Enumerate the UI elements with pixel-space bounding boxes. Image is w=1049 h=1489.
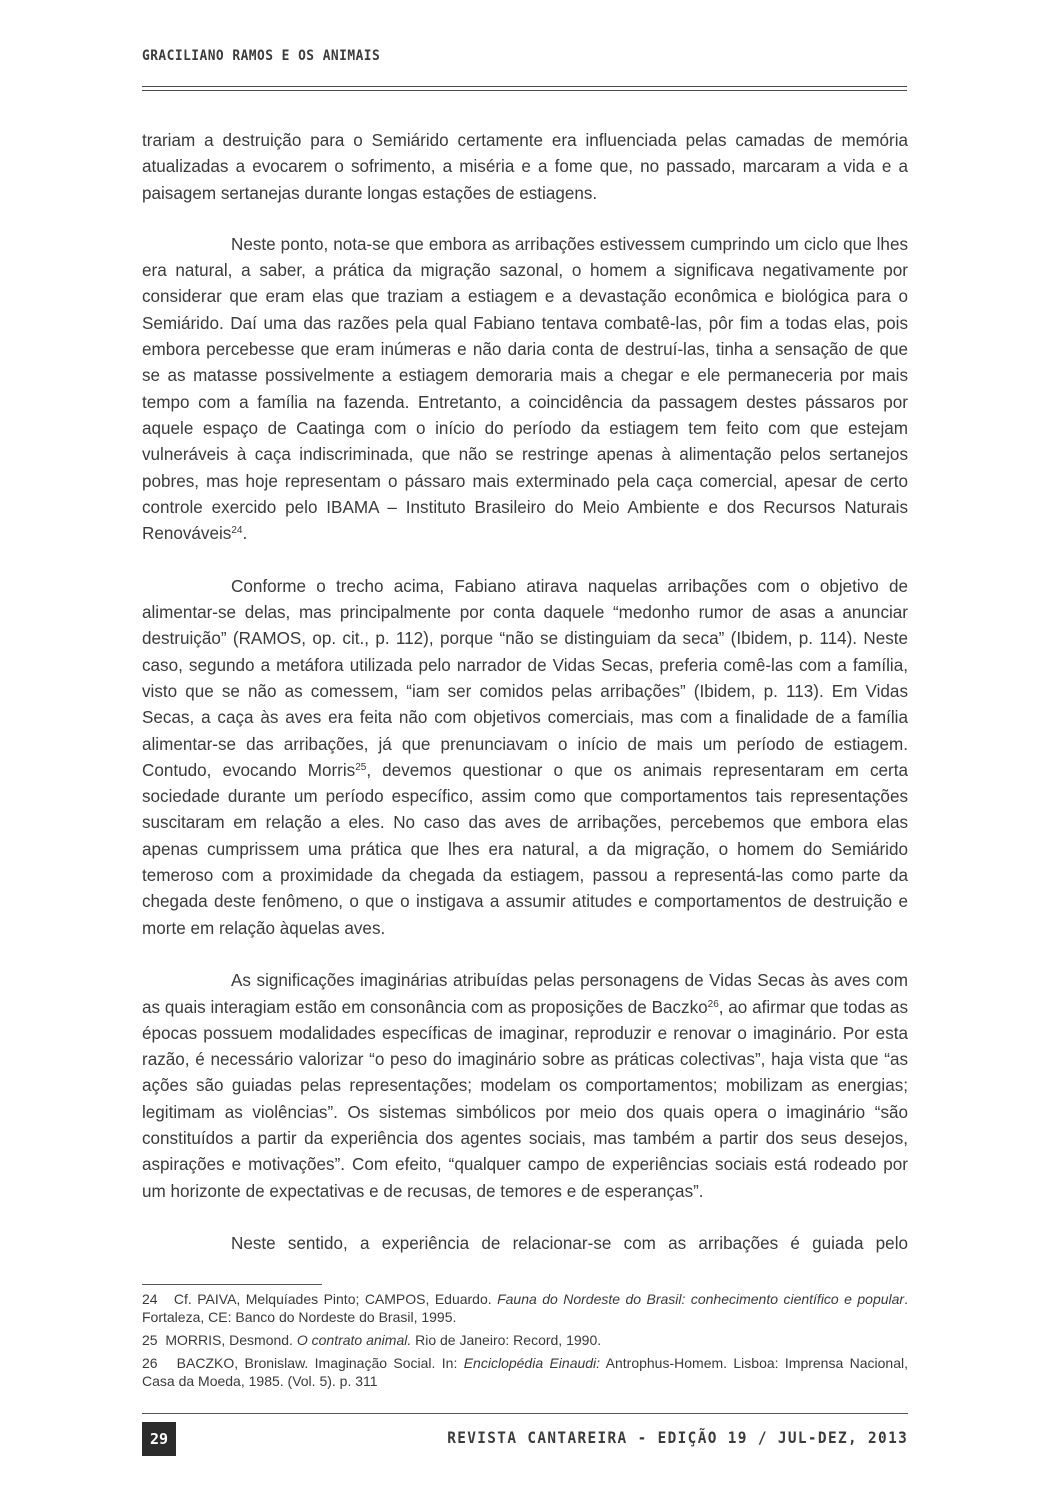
- footnote-number: 24: [142, 1291, 158, 1307]
- footnote-26: [142, 1354, 908, 1390]
- paragraph-text: As significações imaginárias atribuídas pelas personagens de Vidas Secas às aves com as quais interagiam estão em consonância com as proposições de Baczko: [142, 971, 908, 1017]
- footnote-text: Rio de Janeiro: Record, 1990.: [411, 1332, 602, 1348]
- footnote-title: Enciclopédia Einaudi:: [463, 1355, 601, 1371]
- footnote-text: Antrophus-Homem. Lisboa: Imprensa Nacional, Casa da Moeda, 1985. (Vol. 5). p. 311: [142, 1355, 908, 1389]
- paragraph-text: .: [242, 524, 248, 544]
- running-title: GRACILIANO RAMOS E OS ANIMAIS: [142, 48, 381, 64]
- paragraph: [142, 232, 908, 548]
- footnote-text: . Fortaleza, CE: Banco do Nordeste do Brasil, 1995.: [142, 1291, 908, 1325]
- footnote-title: O contrato animal.: [296, 1332, 412, 1348]
- footnote-ref-24[interactable]: 24: [231, 525, 243, 537]
- footer-rule: [142, 1413, 908, 1414]
- footnote-text: BACZKO, Bronislaw. Imaginação Social. In:: [176, 1355, 464, 1371]
- journal-info: REVISTA CANTAREIRA - EDIÇÃO 19 / JUL-DEZ, 2013: [447, 1428, 908, 1447]
- footnote-ref-26[interactable]: 26: [707, 998, 719, 1010]
- footnote-ref-25[interactable]: 25: [355, 761, 367, 773]
- header-rule-top: [142, 86, 907, 87]
- paragraph-text: Conforme o trecho acima, Fabiano atirava naquelas arribações com o objetivo de alimentar-se delas, mas principalmente por conta daquele “medonho rumor de asas a anunciar destruição” (RAMOS, op. cit., p. 112), porque “não se distinguiam da seca” (Ibidem, p. 114). Neste caso, segundo a metáfora utilizada pelo narrador de Vidas Secas, preferia comê-las com a família, visto que se não as comessem, “iam ser comidos pelas arribações” (Ibidem, p. 113). Em Vidas Secas, a caça às aves era feita não com objetivos comerciais, mas com a finalidade de a família alimentar-se das arribações, já que prenunciavam o início de mais um período de estiagem. Contudo, evocando Morris: [142, 576, 908, 780]
- paragraph: [142, 574, 908, 942]
- paragraph-text: , ao afirmar que todas as épocas possuem modalidades específicas de imaginar, reproduzir e renovar o imaginário. Por esta razão, é necessário valorizar “o peso do imaginário sobre as práticas colectivas”, haja vista que “as ações são guiadas pelas representações; modelam os comportamentos; mobilizam as energias; legitimam as violências”. Os sistemas simbólicos por meio dos quais opera o imaginário “são constituídos a partir da experiência dos agentes sociais, mas também a partir dos seus desejos, aspirações e motivações”. Com efeito, “qualquer campo de experiências sociais está rodeado por um horizonte de expectativas e de recusas, de temores e de esperanças”.: [142, 997, 908, 1201]
- footnote-title: Fauna do Nordeste do Brasil: conhecimento científico e popular: [497, 1291, 905, 1307]
- paragraph-text: , devemos questionar o que os animais representaram em certa sociedade durante um período específico, assim como que comportamentos tais representações suscitaram em relação a eles. No caso das aves de arribações, percebemos que embora elas apenas cumprissem uma prática que lhes era natural, a da migração, o homem do Semiárido temeroso com a proximidade da chegada da estiagem, passou a representá-las como parte da chegada deste fenômeno, o que o instigava a assumir atitudes e comportamentos de destruição e morte em relação àquelas aves.: [142, 760, 908, 938]
- page-number: 29: [142, 1422, 176, 1456]
- footnote-number: 25: [142, 1332, 158, 1348]
- footnotes: [142, 1290, 908, 1395]
- paragraph: Neste sentido, a experiência de relacionar-se com as arribações é guiada pelo: [231, 1234, 908, 1254]
- footnote-25: [142, 1331, 908, 1349]
- footnote-text: MORRIS, Desmond.: [165, 1332, 297, 1348]
- footnote-text: Cf. PAIVA, Melquíades Pinto; CAMPOS, Eduardo.: [173, 1291, 498, 1307]
- footnote-number: 26: [142, 1355, 158, 1371]
- footnote-separator: [142, 1284, 322, 1285]
- paragraph: [142, 968, 908, 1205]
- paragraph: trariam a destruição para o Semiárido certamente era influenciada pelas camadas de memória atualizadas a evocarem o sofrimento, a miséria e a fome que, no passado, marcaram a vida e a paisagem sertanejas durante longas estações de estiagens.: [142, 131, 908, 203]
- header-rule-bottom: [142, 90, 907, 91]
- article-body: [142, 128, 908, 1257]
- paragraph-text: Neste ponto, nota-se que embora as arribações estivessem cumprindo um ciclo que lhes era natural, a saber, a prática da migração sazonal, o homem a significava negativamente por considerar que eram elas que traziam a estiagem e a devastação econômica e biológica para o Semiárido. Daí uma das razões pela qual Fabiano tentava combatê-las, pôr fim a todas elas, pois embora percebesse que eram inúmeras e não daria conta de destruí-las, tinha a sensação de que se as matasse possivelmente a estiagem demoraria mais a chegar e ele permaneceria por mais tempo com a família na fazenda. Entretanto, a coincidência da passagem destes pássaros por aquele espaço de Caatinga com o início do período da estiagem tem feito com que estejam vulneráveis à caça indiscriminada, que não se restringe apenas à alimentação pelos sertanejos pobres, mas hoje representam o pássaro mais exterminado pela caça comercial, apesar de certo controle exercido pelo IBAMA – Instituto Brasileiro do Meio Ambiente e dos Recursos Naturais Renováveis: [142, 234, 908, 544]
- footnote-24: [142, 1290, 908, 1326]
